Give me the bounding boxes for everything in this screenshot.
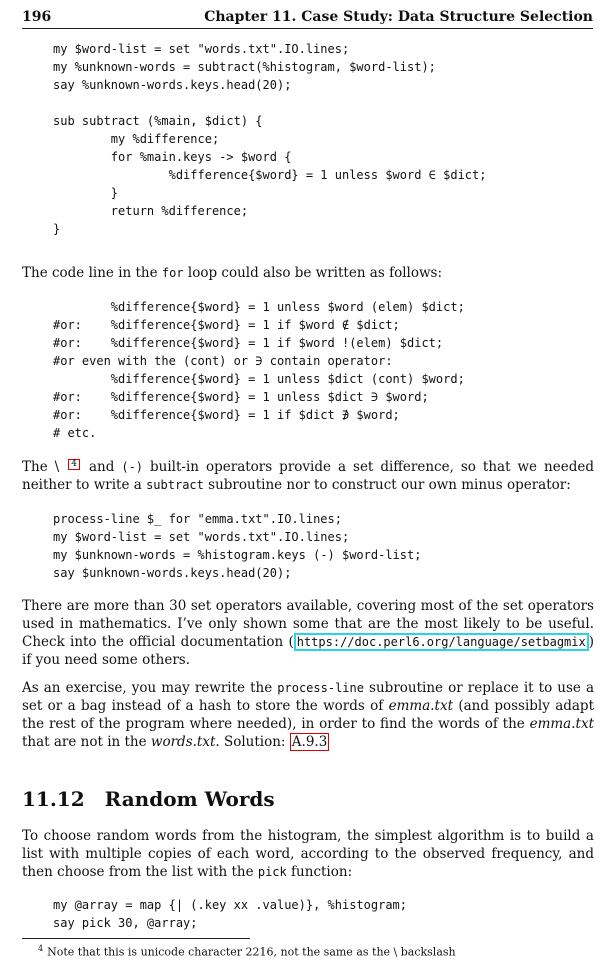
code-block-alternatives: %difference{$word} = 1 unless $word (elem) $dict; #or: %difference{$word} = 1 if $word ∉ $dict; #or: %difference{$word} = 1 if $word !(elem) $dict; #or even with the (cont) or ∋ contain operator: %difference{$word} = 1 unless $dict (cont) $word; #or: %difference{$word} = 1 unless $dict ∋ $word; #or: %difference{$word} = 1 if $dict ∌ $word; # etc. (53, 300, 465, 440)
text-run: The code line in the (22, 265, 162, 281)
filename-words: words.txt (150, 734, 216, 750)
section-title: Random Words (104, 787, 275, 811)
documentation-link[interactable]: https://doc.perl6.org/language/setbagmix (294, 633, 589, 651)
filename-emma: emma.txt (529, 716, 594, 732)
text-run: subroutine or replace it to use a set or a bag instead of a hash to store the words of (22, 680, 594, 714)
chapter-title: Chapter 11. Case Study: Data Structure Selection (204, 9, 593, 25)
footnote-number: 4 (38, 944, 44, 953)
page-number: 196 (22, 9, 52, 25)
text-run: ) if you need some others. (22, 634, 594, 668)
paragraph-set-operators (22, 597, 594, 669)
text-run: function: (286, 864, 353, 880)
text-run: As an exercise, you may rewrite the (22, 680, 278, 696)
paragraph-exercise (22, 679, 594, 751)
paragraph-set-difference (22, 458, 594, 494)
header-rule (22, 28, 593, 29)
paragraph-random-words (22, 827, 594, 881)
text-run: To choose random words from the histogram, the simplest algorithm is to build a list with multiple copies of each word, according to the observed frequency, and then choose from the list with the (22, 828, 594, 880)
text-run: loop could also be written as follows: (183, 265, 442, 281)
footnote-link-4[interactable]: 4 (68, 459, 80, 470)
paragraph-for-loop (22, 264, 594, 282)
text-run: that are not in the (22, 734, 151, 750)
footnote-text: Note that this is unicode character 2216, not the same as the \ backslash (47, 945, 456, 959)
solution-link[interactable]: A.9.3 (291, 734, 328, 750)
code-block-pick: my @array = map {| (.key xx .value)}, %histogram; say pick 30, @array; (53, 898, 408, 930)
inline-code-pick: pick (257, 865, 287, 879)
filename-emma: emma.txt (388, 698, 454, 714)
text-run: and (81, 459, 122, 475)
footnote-rule (22, 938, 250, 939)
inline-code-process-line: process-line (277, 681, 364, 695)
section-heading (22, 787, 275, 811)
text-run: (and possibly adapt the rest of the program where needed), in order to find the words of the (22, 698, 594, 732)
text-run: The \ (22, 459, 67, 475)
text-run: subroutine nor to construct our own minus operator: (203, 477, 571, 493)
inline-code-for: for (161, 266, 184, 280)
text-run: built-in operators provide a set difference, so that we needed neither to write a (22, 459, 594, 493)
section-number: 11.12 (22, 787, 85, 811)
code-block-process-line: process-line $_ for "emma.txt".IO.lines; my $word-list = set "words.txt".IO.lines; my $unknown-words = %histogram.keys (-) $word-list; say $unknown-words.keys.head(20); (53, 512, 422, 580)
running-header (22, 9, 593, 29)
inline-code-minus-op: (-) (121, 460, 144, 474)
code-block-subtract: my $word-list = set "words.txt".IO.lines; my %unknown-words = subtract(%histogram, $word-list); say %unknown-words.keys.head(20); sub subtract (%main, $dict) { my %difference; for %main.keys -> $word { %difference{$word} = 1 unless $word ∈ $dict; } return %difference; } (53, 42, 487, 236)
footnote (38, 944, 456, 959)
text-run: There are more than 30 set operators available, covering most of the set operators used in mathematics. I’ve only shown some that are the most likely to be useful. Check into the official documentation ( (22, 598, 594, 650)
inline-code-subtract: subtract (146, 478, 204, 492)
text-run: . Solution: (215, 734, 290, 750)
